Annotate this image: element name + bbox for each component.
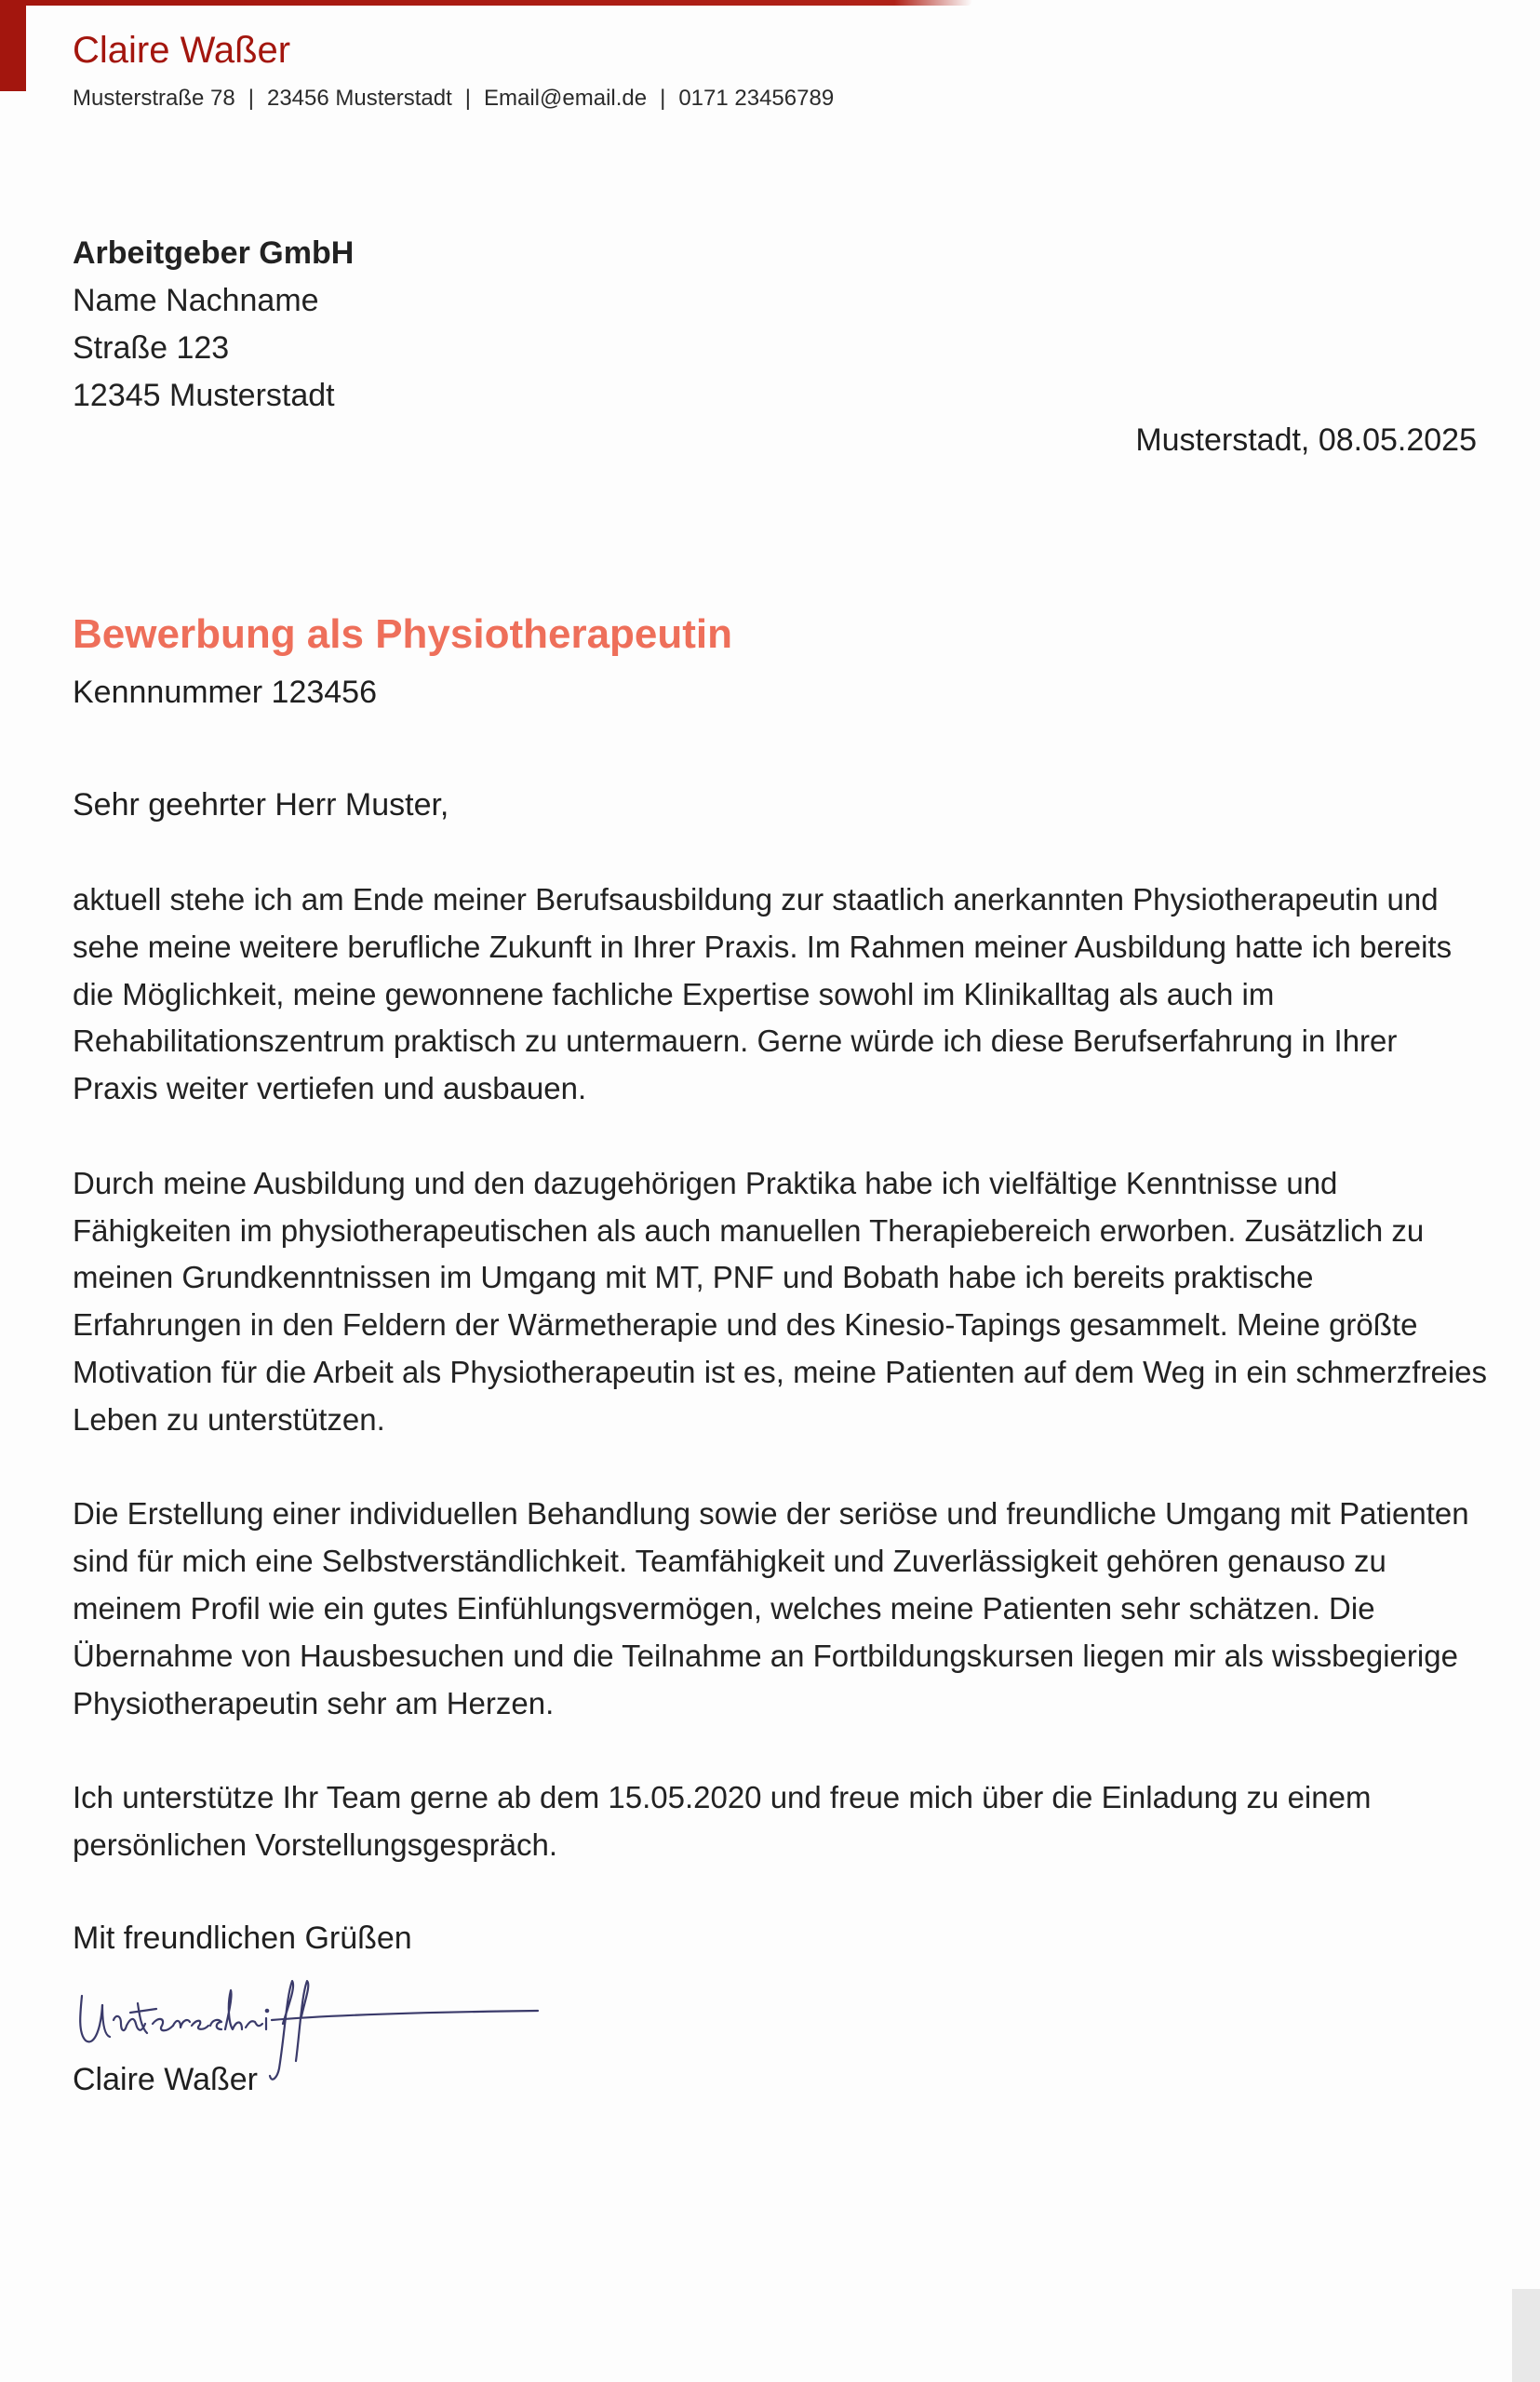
signature-text: Unterschrift [73,1968,78,1969]
separator: | [248,86,254,111]
closing: Mit freundlichen Grüßen [73,1920,412,1956]
body-paragraph: Ich unterstütze Ihr Team gerne ab dem 15.05.2020 und freue mich über die Einladung zu einem persönlichen Vorstellungsgespräch. [73,1780,1372,1862]
sender-city: 23456 Musterstadt [266,86,452,111]
body-paragraph: Durch meine Ausbildung und den dazugehörigen Praktika habe ich vielfältige Kenntnisse und Fähigkeiten im physiotherapeutischen als auch manuellen Therapiebereich erworben. Zusätzlich zu meinen Grundkenntnissen im Umgang mit MT, PNF und Bobath habe ich bereits praktische Erfahrungen in den Feldern der Wärmetherapie und des Kinesio-Tapings gesammelt. Meine größte Motivation für die Arbeit als Physiotherapeutin ist es, meine Patienten auf dem Weg in ein schmerzfreies Leben zu unterstützen. [73,1165,1487,1437]
scrollbar[interactable] [1512,2289,1540,2382]
body-paragraph: aktuell stehe ich am Ende meiner Berufsausbildung zur staatlich anerkannten Physiotherapeutin und sehe meine weitere berufliche Zukunft in Ihrer Praxis. Im Rahmen meiner Ausbildung hatte ich bereits die Möglichkeit, meine gewonnene fachliche Expertise sowohl im Klinikalltag als auch im Rehabilitationszentrum praktisch zu untermauern. Gerne würde ich diese Berufserfahrung in Ihrer Praxis weiter vertiefen und ausbauen. [73,882,1453,1106]
letter-date: Musterstadt, 08.05.2025 [1135,422,1477,458]
salutation: Sehr geehrter Herr Muster, [73,787,449,823]
sender-email: Email@email.de [484,86,648,111]
recipient-address [73,230,354,420]
header-accent-corner [0,0,26,91]
sender-contact-line [73,86,834,113]
reference-number: Kennnummer 123456 [73,675,378,710]
letter-body [73,877,1487,1917]
header-accent-bar [0,0,972,6]
recipient-city: 12345 Musterstadt [73,378,335,413]
sender-phone: 0171 23456789 [678,86,835,111]
letter-subject: Bewerbung als Physiotherapeutin [73,611,733,657]
separator: | [660,86,666,111]
body-paragraph: Die Erstellung einer individuellen Behandlung sowie der seriöse und freundliche Umgang mit Patienten sind für mich eine Selbstverständlichkeit. Teamfähigkeit und Zuverlässigkeit gehören genauso zu meinem Profil wie ein gutes Einfühlungsvermögen, welches meine Patienten sehr schätzen. Die Übernahme von Hausbesuchen und die Teilnahme an Fortbildungskursen liegen mir als wissbegierige Physiotherapeutin sehr am Herzen. [73,1496,1469,1720]
recipient-company: Arbeitgeber GmbH [73,235,355,271]
sender-name: Claire Waßer [73,30,291,71]
recipient-contact: Name Nachname [73,283,319,318]
separator: | [464,86,471,111]
recipient-street: Straße 123 [73,330,230,366]
sender-street: Musterstraße 78 [73,86,235,111]
signer-name: Claire Waßer [73,2062,258,2097]
